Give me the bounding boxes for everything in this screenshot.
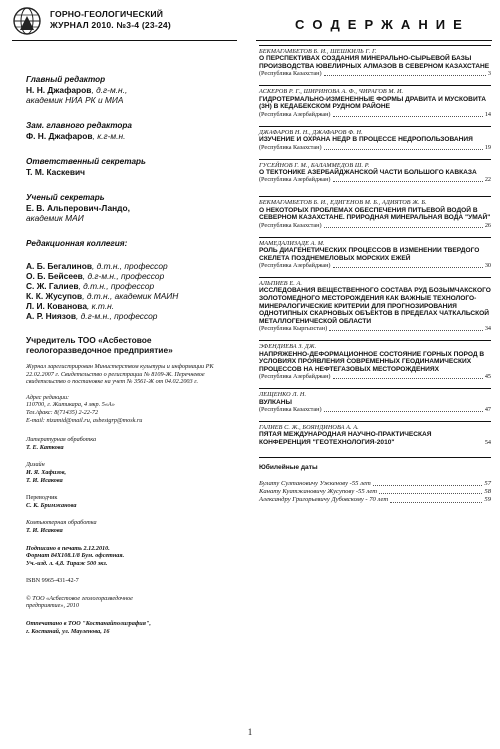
- phone: Тел./факс: 8(71435) 2-22-72: [26, 408, 99, 416]
- lit-name: Т. Е. Каткова: [26, 443, 64, 451]
- entry-authors: ГУСЕЙНОВ Г. М., БАЛАММЕДОВ Ш. Р.: [259, 161, 370, 169]
- jubilee-heading: Юбилейные даты: [259, 463, 318, 471]
- entry-title: О ТЕКТОНИКЕ АЗЕРБАЙДЖАНСКОЙ ЧАСТИ БОЛЬШОГО КАВКАЗА: [259, 168, 477, 176]
- entry-authors: АЛЬПИЕВ Е. А.: [259, 280, 303, 288]
- contents-entry: [259, 126, 491, 152]
- entry-page: 19: [484, 143, 491, 151]
- entry-title: НАПРЯЖЕННО-ДЕФОРМАЦИОННОЕ СОСТОЯНИЕ ГОРНЫХ ПОРОД В УСЛОВИЯХ ПРОЯВЛЕНИЯ СОВРЕМЕННЫХ ГЕОДИНАМИЧЕСКИХ ПРОЦЕССОВ НА НЕФТЕГАЗОВЫХ МЕСТОРОЖДЕНИЯХ: [259, 350, 485, 373]
- contents-entry: [259, 45, 491, 78]
- contents-entry: [259, 196, 491, 229]
- board-member: С. Ж. Галиев, д.т.н., профессор: [26, 281, 155, 291]
- entry-republic: (Республика Азербайджан): [259, 373, 331, 381]
- entry-authors: ГАЛИЕВ С. Ж., БОЯНДИНОВА А. А.: [259, 424, 359, 432]
- deputy-editor-title: , к.г-м.н.: [92, 131, 126, 141]
- entry-republic: (Республика Казахстан): [259, 221, 322, 229]
- print-line3: Уч.-изд. л. 4,8. Тираж 500 экз.: [26, 559, 108, 567]
- exec-secretary-label: Ответственный секретарь: [26, 157, 146, 166]
- email: E-mail: nizamid@mail.ru, asbestgrp@mosk.ru: [26, 416, 143, 424]
- entry-authors: МАМЕДАЛИЗАДЕ А. М.: [259, 239, 325, 247]
- chief-editor-label: Главный редактор: [26, 75, 106, 84]
- entry-republic: (Республика Казахстан): [259, 70, 322, 78]
- chief-editor-title2: академик НИА РК и МИА: [26, 95, 124, 105]
- comp-name: Т. И. Исакова: [26, 526, 63, 534]
- design-name1: И. Я. Хафизов,: [26, 468, 67, 476]
- entry-authors: ДЖАФАРОВ Н. Н., ДЖАФАРОВ Ф. Н.: [259, 128, 363, 136]
- board-label: Редакционная коллегия:: [26, 239, 128, 248]
- comp-label: Компьютерная обработка: [26, 519, 97, 527]
- entry-republic: (Республика Казахстан): [259, 143, 322, 151]
- journal-logo-icon: [12, 6, 42, 36]
- header-rule-left: [12, 40, 237, 41]
- entry-title: ПЯТАЯ МЕЖДУНАРОДНАЯ НАУЧНО-ПРАКТИЧЕСКАЯ КОНФЕРЕНЦИЯ "ГЕОТЕХНОЛОГИЯ-2010": [259, 431, 432, 446]
- address-label: Адрес редакции:: [26, 393, 70, 401]
- board-list: [26, 261, 244, 321]
- entry-republic: (Республика Азербайджан): [259, 110, 331, 118]
- founder-line1: Учредитель ТОО «Асбестовое: [26, 335, 152, 345]
- print-line1: Подписано в печать 2.12.2010.: [26, 544, 110, 552]
- entry-title: О ПЕРСПЕКТИВАХ СОЗДАНИЯ МИНЕРАЛЬНО-СЫРЬЕВОЙ БАЗЫ ПРОИЗВОДСТВА ЮВЕЛИРНЫХ АЛМАЗОВ В СЕВЕРНОМ КАЗАХСТАНЕ: [259, 55, 490, 70]
- entry-page: 14: [484, 110, 491, 118]
- printed-line1: Отпечатано в ТОО "Костанайполиграфия",: [26, 620, 151, 628]
- contents-entry: [259, 159, 491, 185]
- entry-page: 26: [484, 221, 491, 229]
- design-label: Дизайн: [26, 461, 45, 469]
- header-rule-right: [256, 40, 492, 41]
- contents-title: С О Д Е Р Ж А Н И Е: [295, 17, 464, 32]
- printed-line2: г. Костанай, ул. Мауленова, 16: [26, 627, 110, 635]
- translator-label: Переводчик: [26, 494, 58, 502]
- entry-page: 45: [484, 373, 491, 381]
- print-line2: Формат 84Х108.1/8 Бум. офсетная.: [26, 552, 125, 560]
- jubilee-item: Булату Султановичу Ужкенову -55 лет 57: [259, 479, 491, 487]
- deputy-editor-label: Зам. главного редактора: [26, 121, 132, 130]
- copyright-line2: предприятие», 2010: [26, 602, 79, 610]
- contents-entry: [259, 277, 491, 333]
- entry-republic: (Республика Азербайджан): [259, 176, 331, 184]
- entry-republic: (Республика Казахстан): [259, 406, 322, 414]
- entry-page: 34: [484, 325, 491, 333]
- isbn: ISBN 9965-431-42-7: [26, 577, 79, 585]
- jubilee-item: Канату Куатжановичу Жусупову -55 лет 58: [259, 487, 491, 495]
- contents-entry: [259, 237, 491, 270]
- board-member: О. Б. Бейсеев, д.г-м.н., профессор: [26, 271, 165, 281]
- entry-page: 30: [484, 262, 491, 270]
- entry-authors: АСКЕРОВ Р. Г., ШИРИНОВА А. Ф., ЧИРАГОВ М. И.: [259, 88, 404, 96]
- chief-editor-title: , д.г-м.н.,: [91, 85, 128, 95]
- page-number: 1: [247, 727, 253, 737]
- contents-entry: [259, 421, 491, 446]
- entry-authors: БЕКМАГАМБЕТОВ Б. И., ЕДИГЕНОВ М. Б., АДИЯТОВ Ж. Б.: [259, 199, 427, 207]
- jubilee-item: Александру Григорьевичу Дубовскому - 70 лет 59: [259, 496, 491, 504]
- board-member: А. Р. Ниязов, д.г-м.н., профессор: [26, 311, 158, 321]
- entry-authors: ЛЕЩЕНКО Л. Н.: [259, 391, 307, 399]
- entry-title: ИЗУЧЕНИЕ И ОХРАНА НЕДР В ПРОЦЕССЕ НЕДРОПОЛЬЗОВАНИЯ: [259, 135, 473, 143]
- exec-secretary-name: Т. М. Каскевич: [26, 167, 85, 177]
- entry-page: 22: [484, 176, 491, 184]
- journal-title-line2: ЖУРНАЛ 2010. №3-4 (23-24): [50, 20, 171, 30]
- entry-title: О НЕКОТОРЫХ ПРОБЛЕМАХ ОБЕСПЕЧЕНИЯ ПИТЬЕВОЙ ВОДОЙ В СЕВЕРНОМ КАЗАХСТАНЕ. ПРИРОДНАЯ МИНЕРАЛЬНАЯ ВОДА "УМАЙ": [259, 206, 491, 222]
- contents-entry: [259, 388, 491, 414]
- chief-editor-name: Н. Н. Джафаров: [26, 85, 92, 95]
- entry-title: ИССЛЕДОВАНИЯ ВЕЩЕСТВЕННОГО СОСТАВА РУД БОЗЫМЧАКСКОГО ЗОЛОТОМЕДНОГО МЕСТОРОЖДЕНИЯ КАК ВАЖНЫЕ ТЕХНОЛОГО-МИНЕРАЛОГИЧЕСКИЕ КРИТЕРИИ ДЛЯ ПРОГНОЗИРОВАНИЯ ОДНОТИПНЫХ СКАРНОВЫХ ОБЪЕКТОВ В ПРЕДЕЛАХ ЧАТКАЛЬСКОЙ МЕТАЛЛОГЕНИЧЕСКОЙ ОБЛАСТИ: [259, 287, 491, 325]
- sci-secretary-name: Е. В. Альперович-Ландо,: [26, 203, 130, 213]
- entry-title: ГИДРОТЕРМАЛЬНО-ИЗМЕНЕННЫЕ ФОРМЫ ДРАВИТА И МУСКОВИТА (3Н) В КЕДАБЕКСКОМ РУДНОМ РАЙОНЕ: [259, 95, 487, 111]
- journal-title-line1: ГОРНО-ГЕОЛОГИЧЕСКИЙ: [50, 9, 164, 19]
- entry-title: ВУЛКАНЫ: [259, 398, 292, 406]
- entry-page: 54: [484, 438, 491, 446]
- founder-line2: геологоразведочное предприятие»: [26, 345, 173, 355]
- sci-secretary-title: академик МАИ: [26, 213, 84, 223]
- board-member: Л. И. Кованова, к.т.н.: [26, 301, 115, 311]
- board-member: А. Б. Бегалинов, д.т.н., профессор: [26, 261, 168, 271]
- contents-entry: [259, 85, 491, 118]
- entry-title: РОЛЬ ДИАГЕНЕТИЧЕСКИХ ПРОЦЕССОВ В ИЗМЕНЕНИИ ТВЕРДОГО СКЕЛЕТА ПОЗДНЕМЕЛОВЫХ МОРСКИХ ЕЖЕЙ: [259, 246, 480, 262]
- lit-label: Литературная обработка: [26, 436, 97, 444]
- board-member: К. К. Жусупов, д.т.н., академик МАИН: [26, 291, 179, 301]
- contents-entry: [259, 340, 491, 381]
- contents-column: [259, 45, 491, 505]
- editorial-column: [26, 75, 244, 641]
- copyright-line1: © ТОО «Асбестовое геологоразведочное: [26, 594, 133, 602]
- address: 110700, г. Житикара, 4 мкр. 5«А»: [26, 401, 115, 409]
- registration-text: Журнал зарегистрирован Министерством культуры и информации РК 22.02.2007 г. Свидетельство о регистрации № 8109-Ж. Перечневое свидетельство о постановке на учет № 3561-Ж от 04.02.2003 г.: [26, 363, 214, 386]
- entry-republic: (Республика Азербайджан): [259, 262, 331, 270]
- translator-name: С. К. Бримжанова: [26, 501, 77, 509]
- journal-title: [50, 9, 225, 31]
- entry-republic: (Республика Кыргызстан): [259, 325, 328, 333]
- sci-secretary-label: Ученый секретарь: [26, 193, 105, 202]
- entry-authors: ЭФЕНДИЕВА З. ДЖ.: [259, 343, 317, 351]
- deputy-editor-name: Ф. Н. Джафаров: [26, 131, 93, 141]
- design-name2: Т. И. Исакова: [26, 476, 63, 484]
- entry-page: 3: [487, 70, 491, 78]
- entry-authors: БЕКМАГАМБЕТОВ Б. И., ШЕШКИЛЬ Г. Г.: [259, 48, 377, 55]
- entry-page: 47: [484, 406, 491, 414]
